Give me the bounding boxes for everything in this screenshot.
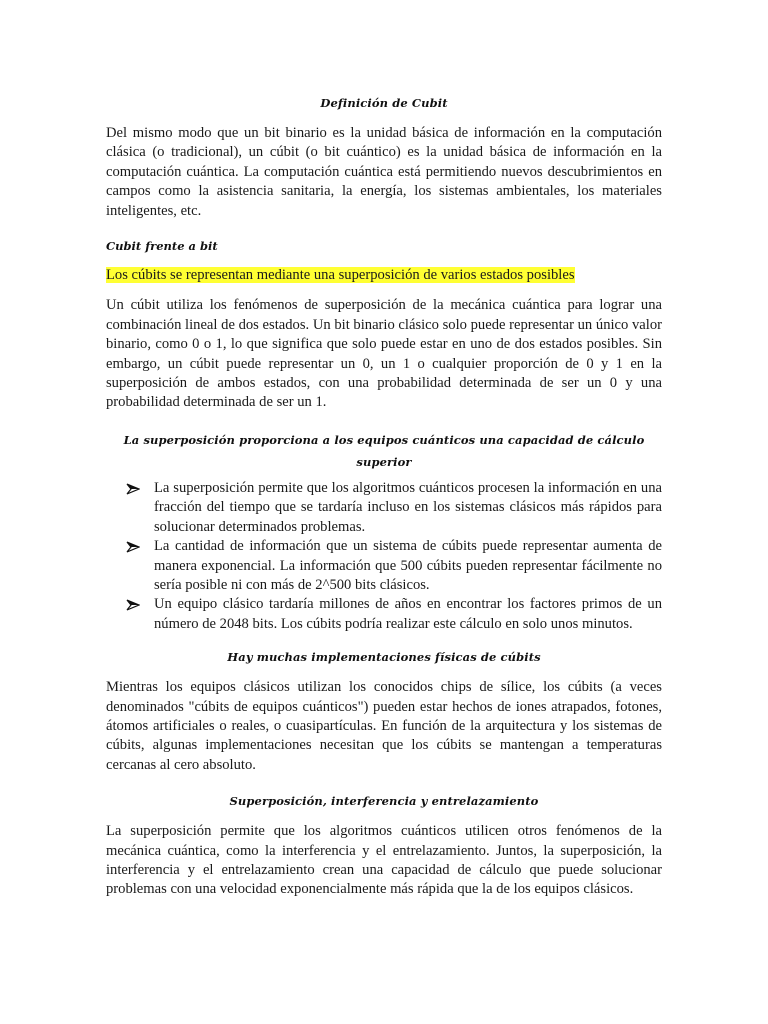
section-heading-implementations: Hay muchas implementaciones físicas de cúbits	[227, 650, 541, 665]
document-page	[106, 96, 662, 900]
intro-paragraph: Del mismo modo que un bit binario es la unidad básica de información en la computación clásica (o tradicional), un cúbit (o bit cuántico) es la unidad básica de información en la computación cuántica. La computación cuántica está permitiendo nuevos descubrimientos en campos como la asistencia sanitaria, la energía, los sistemas ambientales, los materiales inteligentes, etc.	[106, 125, 662, 219]
bullet-text: La cantidad de información que un sistema de cúbits puede representar aumenta de manera exponencial. La información que 500 cúbits pueden representar fácilmente no sería posible ni con más de 2^500 bits clásicos.	[154, 538, 662, 593]
bullet-text: Un equipo clásico tardaría millones de años en encontrar los factores primos de un número de 2048 bits. Los cúbits podría realizar este cálculo en solo unos minutos.	[154, 596, 662, 632]
cubit-vs-bit-paragraph: Un cúbit utiliza los fenómenos de superposición de la mecánica cuántica para lograr una combinación lineal de dos estados. Un bit binario clásico solo puede representar un único valor binario, como 0 o 1, lo que significa que solo puede estar en uno de dos estados posibles. Sin embargo, un cúbit puede representar un 0, un 1 o cualquier proporción de 0 y 1 en la superposición de ambos estados, con una probabilidad determinada de ser un 0 y una probabilidad determinada de ser un 1.	[106, 297, 662, 411]
section-heading-cubit-vs-bit: Cubit frente a bit	[106, 239, 218, 254]
list-item	[106, 595, 662, 634]
arrowhead-bullet-icon	[126, 599, 140, 611]
arrowhead-bullet-icon	[126, 483, 140, 495]
highlighted-statement	[106, 266, 662, 285]
bullet-text: La superposición permite que los algoritmos cuánticos procesen la información en una fracción del tiempo que se tardaría incluso en los sistemas clásicos más rápidos para solucionar determinados problemas.	[154, 479, 662, 535]
section-heading-superposition-line1: La superposición proporciona a los equipos cuánticos una capacidad de cálculo	[123, 432, 645, 447]
highlight-text: Los cúbits se representan mediante una superposición de varios estados posibles	[106, 267, 575, 284]
document-title: Definición de Cubit	[320, 96, 448, 110]
section-heading-superposition	[106, 429, 662, 473]
arrowhead-bullet-icon	[126, 541, 140, 553]
superposition-bullet-list	[106, 479, 662, 634]
list-item	[106, 479, 662, 537]
implementations-paragraph: Mientras los equipos clásicos utilizan los conocidos chips de sílice, los cúbits (a veces denominados "cúbits de equipos cuánticos") pueden estar hechos de iones atrapados, fotones, átomos artificiales o reales, o cuasipartículas. En función de la arquitectura y los sistemas de cúbits, algunas implementaciones necesitan que los cúbits se mantengan a temperaturas cercanas al cero absoluto.	[106, 679, 662, 773]
interference-paragraph: La superposición permite que los algoritmos cuánticos utilicen otros fenómenos de la mecánica cuántica, como la interferencia y el entrelazamiento. Juntos, la superposición, la interferencia y el entrelazamiento crean una capacidad de cálculo que puede solucionar problemas con una velocidad exponencialmente más rápida que la de los equipos clásicos.	[106, 823, 662, 898]
section-heading-interference: Superposición, interferencia y entrelazamiento	[229, 794, 539, 809]
section-heading-superposition-line2: superior	[356, 454, 412, 469]
list-item	[106, 537, 662, 595]
